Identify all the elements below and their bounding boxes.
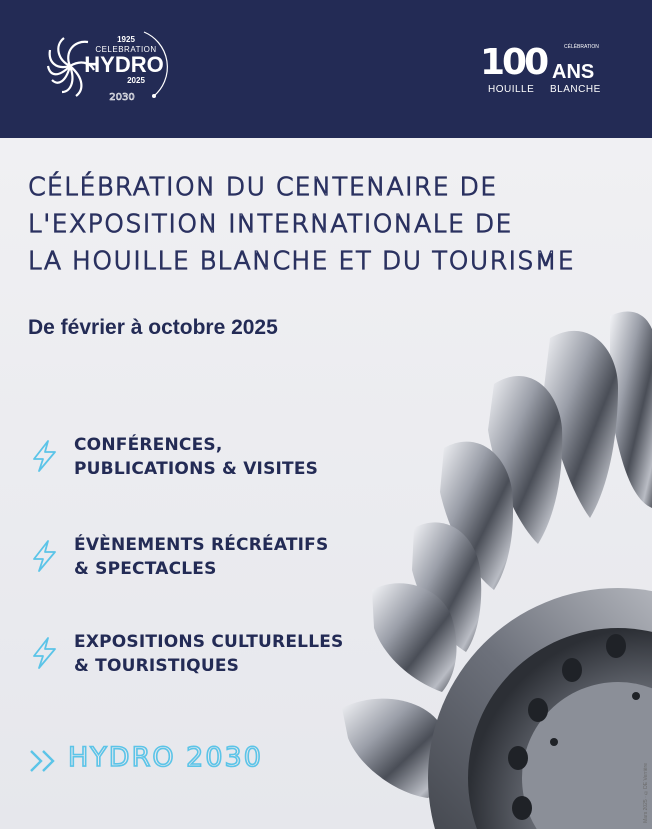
lightning-bolt-icon (28, 439, 60, 473)
logo-houille-word: HOUILLE (488, 84, 535, 95)
double-chevron-right-icon (28, 748, 58, 774)
logo-arc-dot (152, 94, 156, 98)
event-dates: De février à octobre 2025 (28, 316, 278, 339)
logo-ans-word: ANS (552, 61, 595, 83)
photo-credit: Mars 2025 · ©DE Verrière (643, 763, 649, 823)
feature-label (74, 630, 344, 678)
centenary-100-ans-logo (478, 38, 608, 98)
feature-label (74, 433, 318, 481)
logo-celebration-word: CELEBRATION (95, 45, 157, 54)
logo-blanche-word: BLANCHE (550, 84, 601, 95)
lightning-bolt-icon (28, 539, 60, 573)
poster-body (0, 138, 652, 829)
hydro-2030-label: HYDRO 2030 (68, 742, 263, 773)
feature-label-line: EXPOSITIONS CULTURELLES (74, 632, 344, 652)
logo-100-number: 100 (480, 42, 547, 83)
logo-year-start: 1925 (117, 35, 135, 44)
feature-label-line: & SPECTACLES (74, 559, 217, 579)
feature-label (74, 533, 328, 581)
title-line: L'EXPOSITION INTERNATIONALE DE (28, 209, 513, 238)
title-line: CÉLÉBRATION DU CENTENAIRE DE (28, 172, 498, 201)
header-banner (0, 0, 652, 138)
feature-label-line: ÉVÈNEMENTS RÉCRÉATIFS (74, 535, 329, 555)
hydro-celebration-logo (44, 26, 174, 108)
feature-label-line: CONFÉRENCES, (74, 435, 223, 455)
feature-evenements (28, 533, 388, 593)
logo-future-year: 2030 (109, 92, 135, 103)
feature-conferences (28, 433, 388, 493)
logo-celebration-small: CÉLÉBRATION (564, 44, 599, 50)
lightning-bolt-icon (28, 636, 60, 670)
hydro-2030-link[interactable] (28, 742, 348, 782)
logo-hydro-word: HYDRO (84, 52, 164, 77)
event-title (28, 168, 638, 279)
feature-label-line: & TOURISTIQUES (74, 656, 240, 676)
title-line: LA HOUILLE BLANCHE ET DU TOURISME (28, 246, 576, 275)
feature-expositions (28, 630, 388, 690)
feature-label-line: PUBLICATIONS & VISITES (74, 459, 319, 479)
logo-year-end: 2025 (127, 76, 145, 85)
